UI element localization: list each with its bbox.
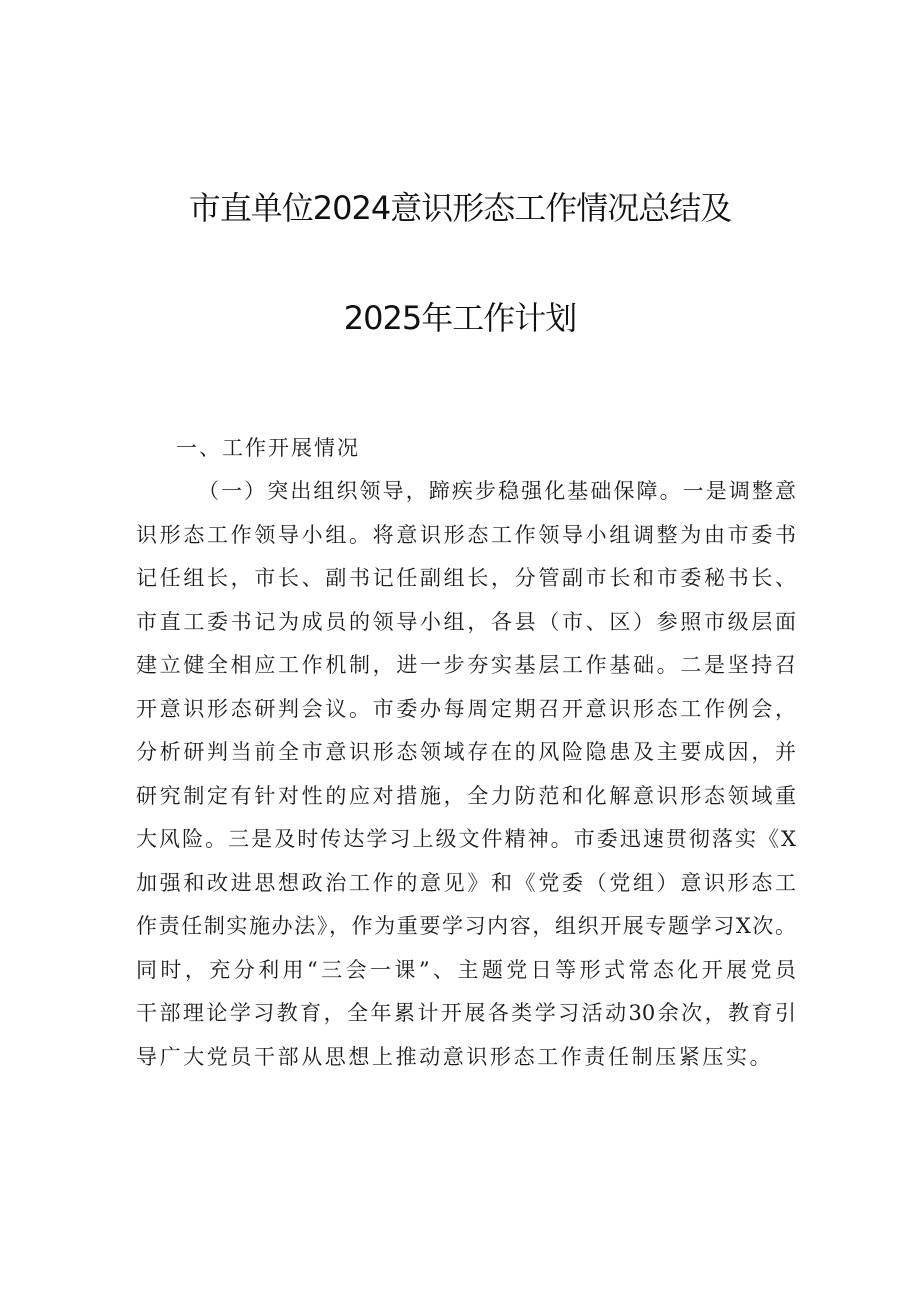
paragraph-line: （一）突出组织领导，蹄疾步稳强化基础保障。一是调整意 bbox=[198, 479, 796, 503]
paragraph-line: 同时，充分利用“三会一课”、主题党日等形式常态化开展党员 bbox=[136, 957, 796, 982]
paragraph-line: 市直工委书记为成员的领导小组，各县（市、区）参照市级层面 bbox=[136, 609, 796, 634]
section-heading: 一、工作开展情况 bbox=[176, 436, 360, 460]
paragraph-line: 研究制定有针对性的应对措施，全力防范和化解意识形态领域重 bbox=[136, 783, 796, 808]
document-title-line-2: 2025年工作计划 bbox=[343, 299, 577, 337]
paragraph-line: 干部理论学习教育，全年累计开展各类学习活动30余次，教育引 bbox=[136, 1001, 796, 1025]
paragraph-line: 导广大党员干部从思想上推动意识形态工作责任制压紧压实。 bbox=[136, 1044, 774, 1069]
paragraph-line: 大风险。三是及时传达学习上级文件精神。市委迅速贯彻落实《X bbox=[136, 827, 796, 851]
paragraph-line: 作责任制实施办法》，作为重要学习内容，组织开展专题学习X次。 bbox=[136, 914, 796, 938]
document-title-line-1: 市直单位2024意识形态工作情况总结及 bbox=[188, 189, 732, 227]
paragraph-line: 加强和改进思想政治工作的意见》和《党委（党组）意识形态工 bbox=[136, 870, 796, 895]
paragraph-line: 识形态工作领导小组。将意识形态工作领导小组调整为由市委书 bbox=[136, 522, 796, 547]
paragraph-line: 分析研判当前全市意识形态领域存在的风险隐患及主要成因，并 bbox=[136, 740, 796, 764]
paragraph-line: 记任组长，市长、副书记任副组长，分管副市长和市委秘书长、 bbox=[136, 566, 796, 590]
body-paragraph bbox=[136, 470, 796, 1079]
paragraph-line: 建立健全相应工作机制，进一步夯实基层工作基础。二是坚持召 bbox=[136, 653, 796, 677]
paragraph-line: 开意识形态研判会议。市委办每周定期召开意识形态工作例会， bbox=[136, 696, 796, 721]
